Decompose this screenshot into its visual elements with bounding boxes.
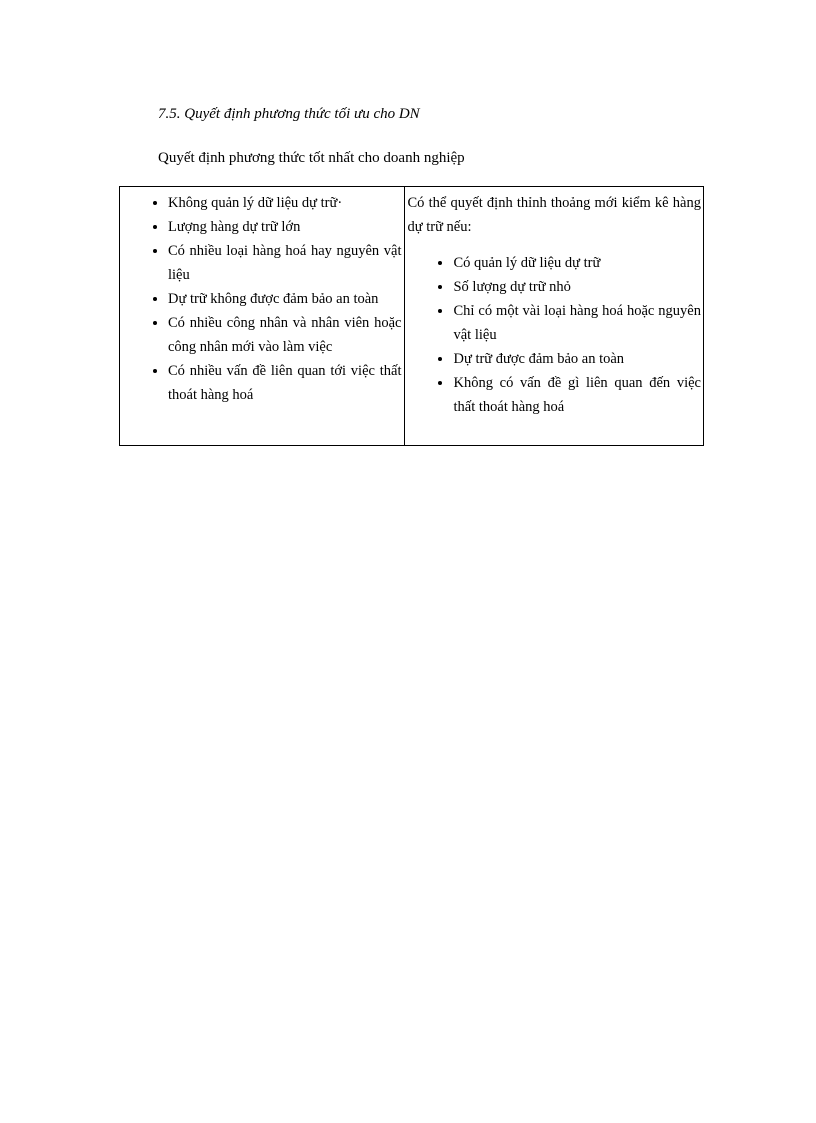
list-item: • Lượng hàng dự trữ lớn <box>168 215 401 239</box>
list-item: • Dự trữ được đảm bảo an toàn <box>453 347 701 371</box>
list-item: • Không quản lý dữ liệu dự trữ· <box>168 191 401 215</box>
intro-paragraph: Quyết định phương thức tốt nhất cho doanh nghiệp <box>158 150 465 166</box>
table-row <box>120 187 704 446</box>
right-cell <box>405 187 704 446</box>
list-item: • Dự trữ không được đảm bảo an toàn <box>168 287 401 311</box>
list-item: • Có nhiều loại hàng hoá hay nguyên vật liệu <box>168 239 401 287</box>
list-item: • Có nhiều công nhân và nhân viên hoặc công nhân mới vào làm việc <box>168 311 401 359</box>
left-cell <box>120 187 405 446</box>
right-lead-text: Có thể quyết định thỉnh thoảng mới kiểm kê hàng dự trữ nếu: <box>407 195 701 235</box>
list-item: • Có nhiều vấn đề liên quan tới việc thất thoát hàng hoá <box>168 359 401 407</box>
left-bullet-list <box>120 191 404 407</box>
list-item: • Không có vấn đề gì liên quan đến việc thất thoát hàng hoá <box>453 371 701 419</box>
section-heading: 7.5. Quyết định phương thức tối ưu cho DN <box>158 106 420 122</box>
comparison-table <box>119 186 704 446</box>
right-bullet-list <box>405 251 703 419</box>
list-item: • Chỉ có một vài loại hàng hoá hoặc nguyên vật liệu <box>453 299 701 347</box>
list-item: • Số lượng dự trữ nhỏ <box>453 275 701 299</box>
list-item: • Có quản lý dữ liệu dự trữ <box>453 251 701 275</box>
